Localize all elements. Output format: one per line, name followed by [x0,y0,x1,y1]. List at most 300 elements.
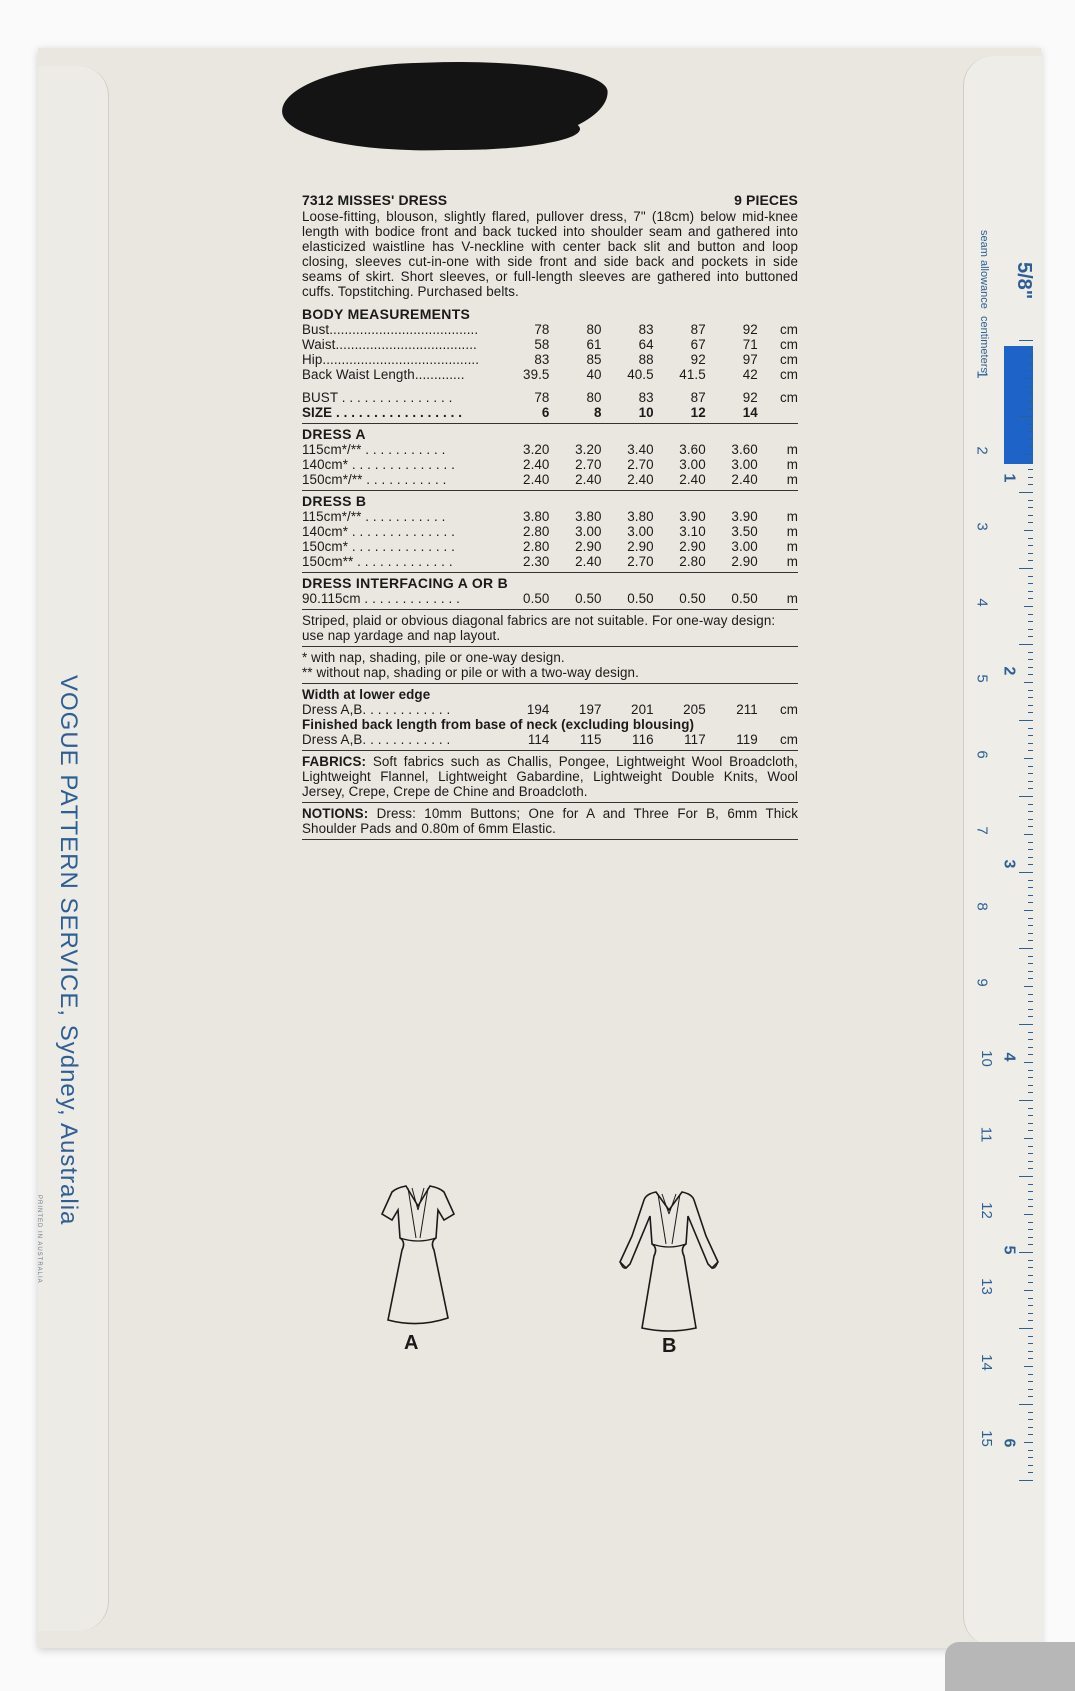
dress-b-heading: DRESS B [302,493,367,509]
ruler-tick [1028,652,1033,653]
publisher-spine-text: VOGUE PATTERN SERVICE, Sydney, Australia [55,675,82,1226]
ruler-tick [1024,1138,1033,1139]
ruler-inch-mark: 1 [1000,473,1018,483]
ruler-tick [1028,1222,1033,1223]
ruler-tick [1028,1184,1033,1185]
ruler-tick [1028,1115,1033,1116]
ruler-tick [1028,1336,1033,1337]
ruler-tick [1028,971,1033,972]
row-value: 2.80 [679,554,706,569]
table-row [302,442,798,457]
ruler-tick [1028,1457,1033,1458]
row-value: 41.5 [679,367,706,382]
ruler-tick [1019,492,1033,493]
dress-a-illustration [378,1180,458,1330]
ruler-tick [1019,1252,1033,1253]
ruler-tick [1028,636,1033,637]
row-label: 140cm* . . . . . . . . . . . . . . [302,457,455,472]
ruler-cm-mark: 12 [977,1202,995,1219]
ruler-tick [1028,956,1033,957]
row-value: 117 [684,732,706,747]
printed-in-text: PRINTED IN AUSTRALIA [36,1195,42,1284]
ruler-tick [1028,1054,1033,1055]
ruler-tick [1024,530,1033,531]
ruler-cm-mark: 8 [973,902,991,911]
row-unit: m [786,554,798,569]
divider [302,572,798,573]
row-value: 80 [586,322,602,337]
ruler-tick [1028,1320,1033,1321]
row-value: 2.90 [627,539,654,554]
row-value: 83 [534,352,550,367]
ruler-tick [1028,576,1033,577]
ruler-tick [1028,1039,1033,1040]
ruler-tick [1028,659,1033,660]
divider [302,423,798,424]
ruler-tick [1028,804,1033,805]
row-label: Waist..................................... [302,337,477,352]
divider [302,750,798,751]
row-value: 114 [527,732,550,747]
dress-a-heading: DRESS A [302,426,366,442]
row-unit: m [786,457,798,472]
ruler-tick [1024,1442,1033,1443]
row-value: 39.5 [523,367,550,382]
row-value: 2.80 [523,539,550,554]
row-value: 78 [534,322,550,337]
row-label: 115cm*/** . . . . . . . . . . . [302,509,446,524]
ruler-tick [1028,1123,1033,1124]
row-value: 88 [638,352,654,367]
ruler-tick [1028,1267,1033,1268]
ruler-tick [1024,682,1033,683]
ruler-tick [1024,454,1033,455]
row-label: 150cm** . . . . . . . . . . . . . [302,554,453,569]
ruler-inch-mark: 2 [1000,666,1018,676]
row-value: 2.40 [731,472,758,487]
dress-a-table [302,442,798,487]
ruler-cm-mark: 9 [973,978,991,987]
table-row [302,524,798,539]
row-value: 58 [534,337,550,352]
divider [302,646,798,647]
row-value: 2.30 [523,554,550,569]
row-unit: m [786,509,798,524]
row-value: 71 [742,337,758,352]
ruler-tick [1028,697,1033,698]
divider [302,839,798,840]
ruler-cm-mark: 7 [973,826,991,835]
ruler-tick [1028,1358,1033,1359]
ruler-tick [1028,1070,1033,1071]
row-value: 2.40 [575,472,602,487]
back-length-heading: Finished back length from base of neck (excluding blousing) [302,717,695,732]
ruler-tick [1028,880,1033,881]
ruler-tick [1028,1199,1033,1200]
ruler-tick [1019,796,1033,797]
row-value: 201 [631,702,654,717]
ruler-tick [1019,1024,1033,1025]
row-value: 3.60 [731,442,758,457]
row-value: 115 [579,732,602,747]
table-row [302,591,798,606]
row-label: Dress A,B. . . . . . . . . . . . [302,702,451,717]
row-value: 3.80 [523,509,550,524]
ruler-tick [1028,735,1033,736]
table-row [302,472,798,487]
ruler-tick [1028,978,1033,979]
row-value: 87 [690,390,706,405]
seam-allowance-fraction: 5/8" [1013,262,1035,300]
ruler-tick [1028,1351,1033,1352]
piece-count: 9 PIECES [734,192,798,208]
ruler-tick [1024,1290,1033,1291]
table-row [302,702,798,717]
seam-allowance-label: seam allowance [978,230,990,309]
row-label: Hip......................................... [302,352,480,367]
ruler-tick [1028,408,1033,409]
row-unit: m [786,442,798,457]
table-row [302,554,798,569]
ruler-tick [1028,446,1033,447]
ruler-tick [1028,887,1033,888]
ruler-tick [1028,370,1033,371]
ruler-tick [1019,1100,1033,1101]
ruler-tick [1028,940,1033,941]
interfacing-table [302,591,798,606]
ruler-cm-mark: 11 [977,1126,995,1143]
divider [302,490,798,491]
ruler-tick [1028,857,1033,858]
row-value: 2.90 [679,539,706,554]
ruler-tick [1019,1328,1033,1329]
row-value: 67 [690,337,706,352]
ruler-tick [1028,1016,1033,1017]
ruler-tick [1028,477,1033,478]
ruler-tick [1019,568,1033,569]
ruler-tick [1019,872,1033,873]
row-value: 3.00 [627,524,654,539]
table-row [302,539,798,554]
ruler-tick [1028,963,1033,964]
row-value: 83 [638,390,654,405]
row-label: 150cm* . . . . . . . . . . . . . . [302,539,455,554]
ruler-tick [1028,895,1033,896]
ruler-tick [1028,690,1033,691]
ruler-tick [1028,598,1033,599]
ruler-tick [1028,621,1033,622]
ruler-tick [1028,773,1033,774]
row-value: 0.50 [523,591,550,606]
row-value: 2.40 [523,472,550,487]
ruler-tick [1028,811,1033,812]
ruler-tick [1028,1047,1033,1048]
row-value: 85 [586,352,602,367]
ruler-tick [1024,1062,1033,1063]
row-value: 8 [594,405,602,420]
nap-note-2: ** without nap, shading or pile or with a two-way design. [302,665,639,680]
ruler-tick [1019,1404,1033,1405]
ruler-tick [1028,788,1033,789]
ruler-inch-mark: 4 [1000,1052,1018,1062]
title-row [302,193,798,208]
ruler-inch-mark: 6 [1000,1438,1018,1448]
row-label: Back Waist Length............. [302,367,465,382]
dress-b-label: B [662,1335,677,1357]
ruler-tick [1028,424,1033,425]
table-row [302,352,798,367]
row-value: 80 [586,390,602,405]
row-value: 194 [526,702,550,717]
row-value: 2.40 [627,472,654,487]
row-value: 119 [736,732,758,747]
ruler-tick [1019,948,1033,949]
row-unit: m [786,524,798,539]
ruler-tick [1028,712,1033,713]
ruler-tick [1028,1427,1033,1428]
row-value: 3.00 [575,524,602,539]
row-value: 2.40 [523,457,550,472]
ruler-tick [1028,515,1033,516]
ruler-tick [1028,583,1033,584]
ruler-tick [1028,469,1033,470]
ruler-tick [1028,1130,1033,1131]
ruler-cm-mark: 6 [973,750,991,759]
ruler-inch-mark: 3 [1000,859,1018,869]
row-unit [758,405,798,420]
ruler-tick [1028,1032,1033,1033]
lower-edge-table [302,702,798,717]
ruler-cm-mark: 15 [977,1430,995,1447]
ruler-tick [1028,462,1033,463]
row-unit: m [786,591,798,606]
row-value: 14 [742,405,758,420]
ruler-tick [1028,484,1033,485]
ruler-tick [1028,1419,1033,1420]
row-value: 83 [638,322,654,337]
ruler-tick [1028,864,1033,865]
row-label: 115cm*/** . . . . . . . . . . . [302,442,446,457]
row-unit: cm [779,337,798,352]
row-value: 3.80 [627,509,654,524]
row-value: 3.40 [627,442,654,457]
ruler-tick [1028,363,1033,364]
table-row [302,457,798,472]
ruler-tick [1028,1412,1033,1413]
ruler-cm-mark: 13 [977,1278,995,1295]
row-label: 90.115cm . . . . . . . . . . . . . [302,591,460,606]
ruler-cm-mark: 2 [973,446,991,455]
ruler-tick [1028,553,1033,554]
body-measurements-heading: BODY MEASUREMENTS [302,306,471,322]
redaction-scribble-lower [330,108,580,150]
row-value: 42 [742,367,758,382]
row-unit: cm [779,390,798,405]
row-value: 2.70 [627,457,654,472]
ruler-tick [1028,1001,1033,1002]
row-value: 78 [534,390,550,405]
row-value: 3.80 [575,509,602,524]
row-unit: cm [779,352,798,367]
table-row [302,322,798,337]
ruler-tick [1028,522,1033,523]
row-value: 10 [638,405,654,420]
ruler-tick [1024,378,1033,379]
ruler-tick [1028,1396,1033,1397]
ruler-tick [1028,560,1033,561]
ruler-tick [1024,606,1033,607]
ruler-tick [1028,1206,1033,1207]
row-value: 197 [578,702,602,717]
ruler-tick [1019,416,1033,417]
ruler-tick [1028,728,1033,729]
row-label: BUST . . . . . . . . . . . . . . . [302,390,453,405]
ruler-tick [1028,1450,1033,1451]
ruler-tick [1028,1374,1033,1375]
ruler-tick [1028,674,1033,675]
ruler-tick [1028,1229,1033,1230]
ruler-tick [1028,667,1033,668]
row-label: SIZE . . . . . . . . . . . . . . . . . [302,405,463,420]
row-unit: m [786,539,798,554]
ruler-tick [1019,644,1033,645]
row-value: 2.70 [627,554,654,569]
row-value: 3.50 [731,524,758,539]
ruler-tick [1028,1313,1033,1314]
ruler-tick [1028,439,1033,440]
ruler-tick [1019,340,1033,341]
row-value: 2.40 [679,472,706,487]
ruler-tick [1028,1282,1033,1283]
ruler-tick [1028,1153,1033,1154]
ruler-tick [1028,545,1033,546]
fabrics-section [302,754,798,799]
ruler-tick [1024,758,1033,759]
ruler-cm-mark: 4 [973,598,991,607]
row-value: 40 [586,367,602,382]
ruler-tick [1028,507,1033,508]
ruler-tick [1028,842,1033,843]
row-label: 140cm* . . . . . . . . . . . . . . [302,524,455,539]
ruler-tick [1028,1260,1033,1261]
row-value: 6 [541,405,550,420]
ruler-tick [1028,819,1033,820]
row-unit: cm [779,732,798,747]
row-value: 2.40 [575,554,602,569]
row-value: 61 [586,337,602,352]
row-unit: cm [779,702,798,717]
row-value: 2.90 [575,539,602,554]
ruler-tick [1024,834,1033,835]
pattern-title: 7312 MISSES' DRESS [302,192,448,208]
ruler-tick [1028,1343,1033,1344]
divider [302,802,798,803]
ruler-cm-mark: 10 [977,1050,995,1067]
centimeters-label: centimeters [978,315,990,373]
row-value: 3.60 [679,442,706,457]
row-label: 150cm*/** . . . . . . . . . . . [302,472,447,487]
ruler-tick [1028,902,1033,903]
row-value: 0.50 [731,591,758,606]
ruler-tick [1028,591,1033,592]
ruler-tick [1028,1237,1033,1238]
ruler-tick [1028,1244,1033,1245]
table-row [302,405,798,420]
ruler-tick [1024,1366,1033,1367]
row-value: 40.5 [627,367,654,382]
lower-edge-heading: Width at lower edge [302,687,431,702]
table-row [302,390,798,405]
row-value: 64 [638,337,654,352]
table-row [302,337,798,352]
row-value: 92 [742,322,758,337]
row-value: 2.70 [575,457,602,472]
table-row [302,509,798,524]
fabrics-text: Soft fabrics such as Challis, Pongee, Lightweight Wool Broadcloth, Lightweight Flannel, Lightweight Gabardine, Lightweight Double Knits, Wool Jersey, Crepe, Crepe de Chine and Broadcloth. [302,754,798,799]
row-value: 3.00 [731,539,758,554]
row-value: 0.50 [575,591,602,606]
nap-note-1: * with nap, shading, pile or one-way design. [302,650,565,665]
pattern-description: Loose-fitting, blouson, slightly flared, pullover dress, 7" (18cm) below mid-knee length with bodice front and back tucked into shoulder seam and gathered into elasticized waistline has V-neckline with center back slit and button and loop closing, sleeves cut-in-one with side front and side back and pockets in side seams of skirt. Short sleeves, or full-length sleeves are gathered into buttoned cuffs. Topstitching. Purchased belts. [302,209,798,299]
body-measurements-table [302,322,798,382]
ruler-cm-mark: 3 [973,522,991,531]
interfacing-heading: DRESS INTERFACING A OR B [302,575,509,591]
ruler-tick [1028,1161,1033,1162]
row-value: 3.20 [575,442,602,457]
ruler-tick [1028,500,1033,501]
ruler-tick [1028,1465,1033,1466]
notions-label: NOTIONS: [302,806,369,821]
row-value: 0.50 [627,591,654,606]
ruler-tick [1028,1146,1033,1147]
ruler-cm-mark: 1 [973,370,991,379]
ruler-tick [1024,1214,1033,1215]
size-table [302,390,798,420]
row-value: 3.00 [679,457,706,472]
row-unit: m [786,472,798,487]
ruler-tick [1028,849,1033,850]
ruler-tick [1028,1108,1033,1109]
ruler-cm-mark: 5 [973,674,991,683]
ruler-tick [1028,994,1033,995]
divider [302,683,798,684]
row-value: 0.50 [679,591,706,606]
ruler-tick [1024,986,1033,987]
row-value: 2.80 [523,524,550,539]
ruler-tick [1019,720,1033,721]
ruler-tick [1028,401,1033,402]
notions-section [302,806,798,836]
row-unit: cm [779,322,798,337]
ruler-tick [1028,1275,1033,1276]
ruler-tick [1028,1077,1033,1078]
row-value: 205 [683,702,706,717]
row-value: 211 [736,702,758,717]
row-label: Dress A,B. . . . . . . . . . . . [302,732,451,747]
dress-b-table [302,509,798,569]
row-value: 12 [690,405,706,420]
ruler-tick [1028,393,1033,394]
row-label: Bust....................................... [302,322,479,337]
fabrics-label: FABRICS: [302,754,367,769]
dress-b-illustration [614,1186,724,1336]
ruler-tick [1024,910,1033,911]
ruler-tick [1028,431,1033,432]
ruler-tick [1028,1191,1033,1192]
ruler-tick [1028,705,1033,706]
ruler-tick [1028,925,1033,926]
ruler-heading [978,230,990,373]
